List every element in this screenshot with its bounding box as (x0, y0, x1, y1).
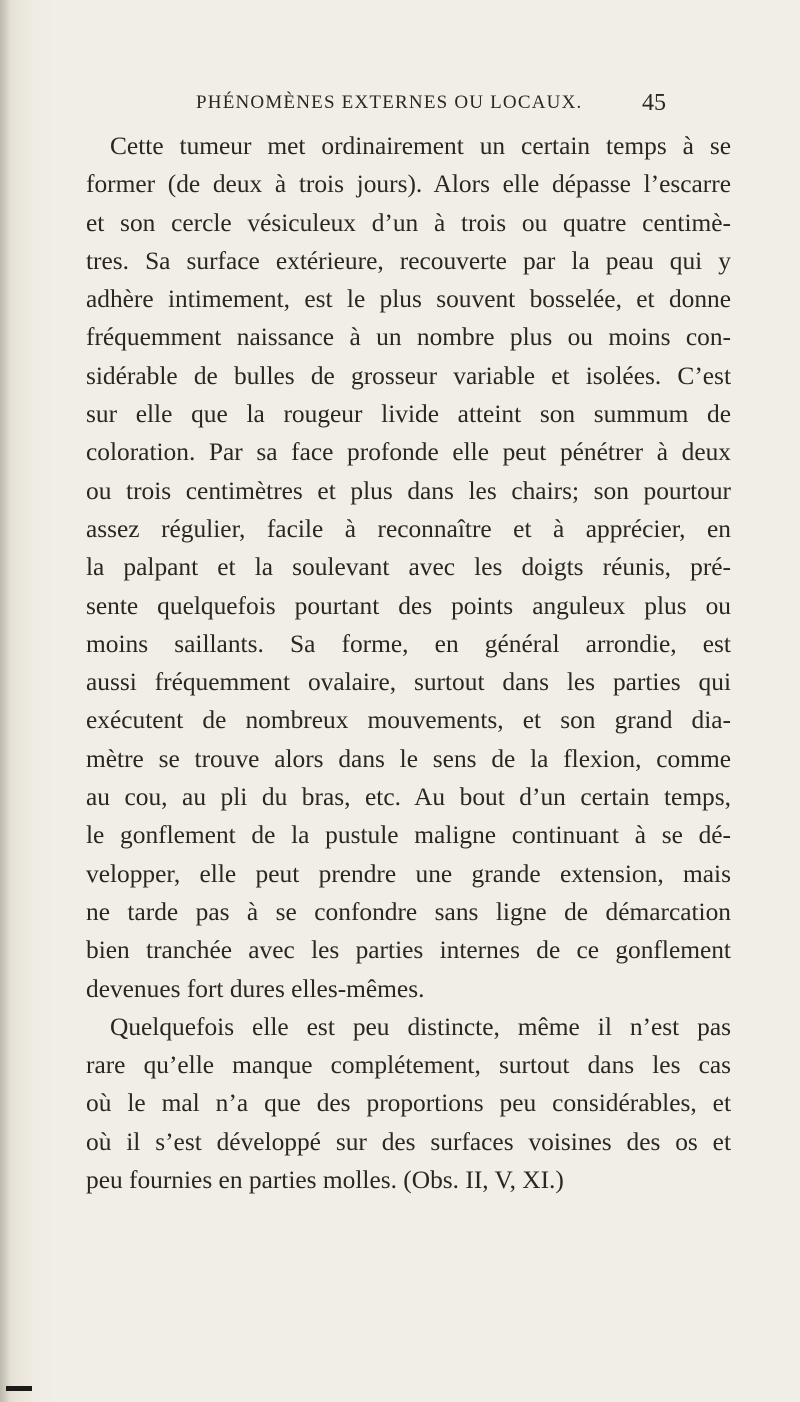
text-line: où le mal n’a que des proportions peu considérables, et (86, 1089, 731, 1118)
text-line: sidérable de bulles de grosseur variable et isolées. C’est (86, 361, 731, 390)
text-line: exécutent de nombreux mouvements, et son grand dia- (86, 706, 731, 735)
text-line: la palpant et la soulevant avec les doigts réunis, pré- (86, 553, 731, 582)
text-line: velopper, elle peut prendre une grande extension, mais (86, 859, 731, 888)
text-line: bien tranchée avec les parties internes de ce gonflement (86, 936, 731, 965)
running-title: PHÉNOMÈNES EXTERNES OU LOCAUX. (196, 92, 583, 113)
text-line: ne tarde pas à se confondre sans ligne de démarcation (86, 897, 731, 926)
text-line: tres. Sa surface extérieure, recouverte par la peau qui y (86, 246, 731, 275)
text-line: Cette tumeur met ordinairement un certain temps à se (110, 132, 731, 160)
text-line: sente quelquefois pourtant des points anguleux plus ou (86, 591, 731, 620)
text-line: fréquemment naissance à un nombre plus ou moins con- (86, 323, 731, 352)
running-head (0, 86, 800, 120)
text-line: coloration. Par sa face profonde elle peut pénétrer à deux (86, 438, 731, 467)
text-line: au cou, au pli du bras, etc. Au bout d’un certain temps, (86, 783, 731, 812)
text-line: peu fournies en parties molles. (Obs. II, V, XI.) (86, 1166, 564, 1195)
body-text (86, 127, 731, 1199)
text-line: où il s’est développé sur des surfaces voisines des os et (86, 1127, 731, 1156)
text-line: rare qu’elle manque complétement, surtout dans les cas (86, 1051, 731, 1080)
text-line: moins saillants. Sa forme, en général arrondie, est (86, 629, 731, 658)
page-number: 45 (642, 90, 666, 116)
text-line: aussi fréquemment ovalaire, surtout dans les parties qui (86, 668, 731, 697)
text-line: mètre se trouve alors dans le sens de la flexion, comme (86, 744, 731, 773)
text-line: adhère intimement, est le plus souvent bosselée, et donne (86, 285, 731, 314)
text-line: et son cercle vésiculeux d’un à trois ou quatre centimè- (86, 208, 731, 237)
text-line: ou trois centimètres et plus dans les chairs; son pourtour (86, 476, 731, 505)
text-line: assez régulier, facile à reconnaître et à apprécier, en (86, 514, 731, 543)
text-line: le gonflement de la pustule maligne continuant à se dé- (86, 821, 731, 850)
text-line: devenues fort dures elles-mêmes. (86, 974, 425, 1003)
text-line: former (de deux à trois jours). Alors elle dépasse l’escarre (86, 170, 731, 199)
text-line: Quelquefois elle est peu distincte, même il n’est pas (110, 1012, 731, 1041)
page-edge-mark (6, 1386, 32, 1391)
text-line: sur elle que la rougeur livide atteint son summum de (86, 400, 731, 429)
page-gutter-shadow (0, 0, 10, 1402)
